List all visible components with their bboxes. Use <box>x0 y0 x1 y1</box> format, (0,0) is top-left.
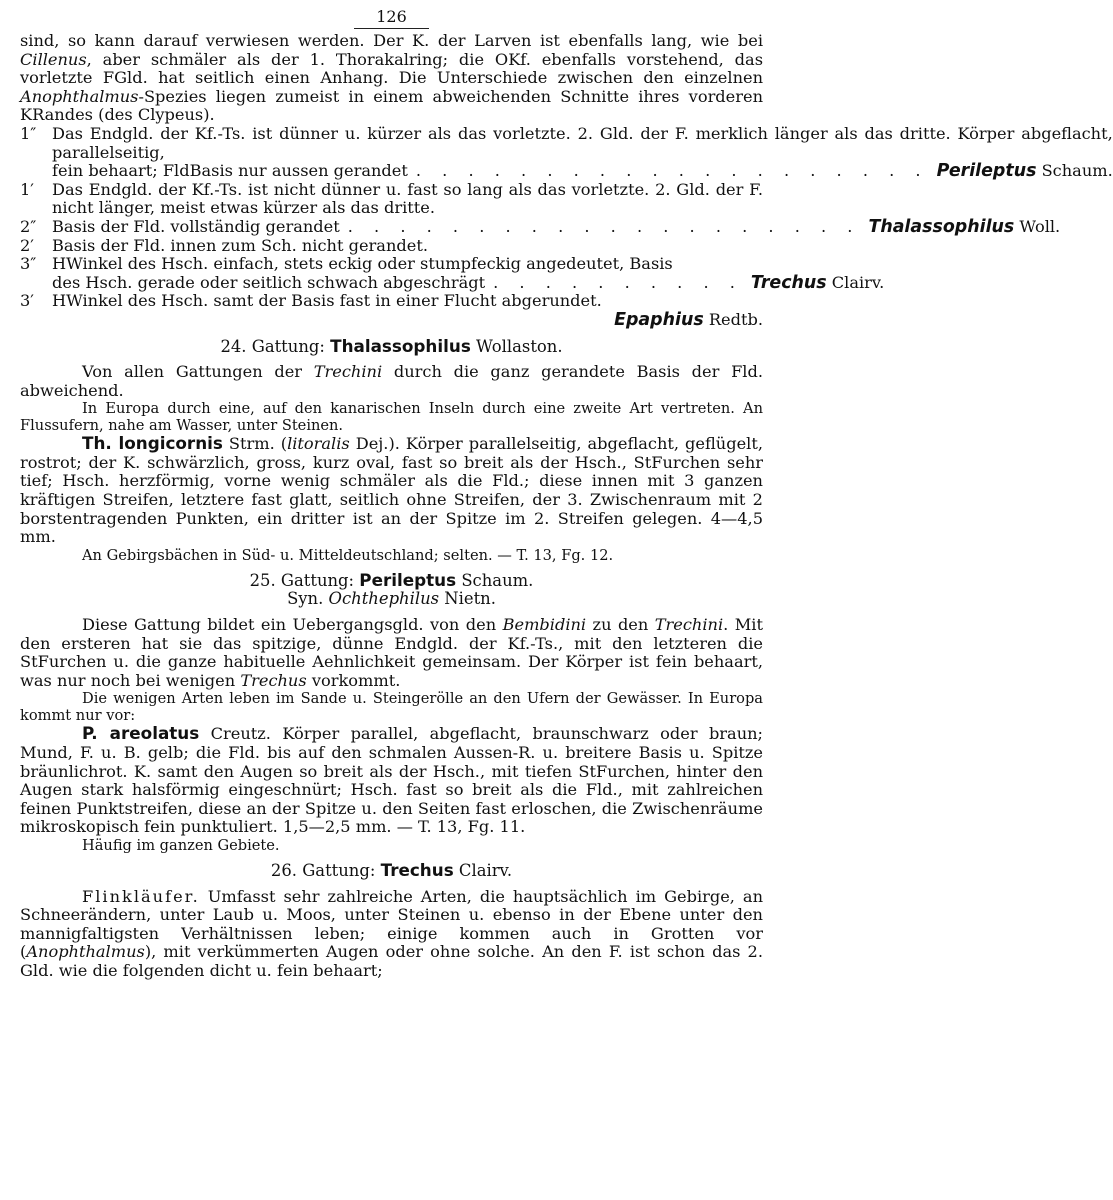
key-entry-3a <box>20 254 885 293</box>
text: Von allen Gattungen der <box>82 362 314 382</box>
key-author: Clairv. <box>831 272 885 292</box>
synonym-line-25 <box>20 590 763 609</box>
key-text: Basis der Fld. vollständig gerandet <box>52 216 340 236</box>
text: vorkommt. <box>306 670 401 690</box>
g24-species: Th. longicornis Strm. (litoralis Dej.). Körper parallelseitig, abgeflacht, geflügelt, rostrot; der K. schwärzlich, gross, kurz oval, fast so breit als der Hsch., StFurchen sehr tief; Hsch. herzförmig, vorne wenig schmäler als die Fld.; diese innen mit 3 ganzen kräftigen Streifen, letztere fast glatt, seitlich ohne Streifen, der 3. Zwischenraum mit 2 borstentragenden Punkten, ein dritter ist an der Spitze im 2. Streifen gelegen. 4—4,5 mm. <box>20 433 763 547</box>
text: ), mit verkümmerten Augen oder ohne solche. An den F. ist schon das 2. Gld. wie die folgenden dicht u. fein behaart; <box>20 942 763 980</box>
key-number: 2″ <box>20 216 37 236</box>
key-text: Das Endgld. der Kf.-Ts. ist nicht dünner u. fast so lang als das vorletzte. 2. Gld. der F. nicht länger, meist etwas kürzer als das dritte. <box>52 179 763 218</box>
heading-author: Wollaston. <box>476 336 563 356</box>
page-number: 126 <box>354 8 429 29</box>
genus-heading-26 <box>20 861 763 881</box>
key-number: 2′ <box>20 235 34 255</box>
syn-author: Nietn. <box>444 589 496 609</box>
genus-heading-24 <box>20 337 763 357</box>
intro-italic-anophthalmus: Anophthalmus <box>20 86 139 106</box>
text: durch die ganz gerandete Basis der Fld. abweichend. <box>20 362 763 400</box>
key-text-last: des Hsch. gerade oder seitlich schwach abgeschrägt <box>52 272 486 292</box>
species-name: Th. longicornis <box>82 433 223 454</box>
text: . Mit den ersteren hat sie das spitzige, dünne Endgld. der Kf.-Ts., mit den letzteren die StFurchen u. die ganze habituelle Aehnlichkeit gemeinsam. Der Körper ist fein behaart, was nur noch bei wenigen <box>20 615 763 690</box>
syn-genus: Ochthephilus <box>328 589 440 609</box>
intro-text-3: -Spezies liegen zumeist in einem abweichenden Schnitte ihres vorderen KRandes (des Clypeus). <box>20 86 763 125</box>
heading-author: Clairv. <box>458 860 513 880</box>
key-author: Redtb. <box>708 309 763 329</box>
spaced-text: Flinkläufer. <box>82 886 200 906</box>
key-entry-1b <box>20 181 763 218</box>
text: Umfasst sehr zahlreiche Arten, die hauptsächlich im Gebirge, an Schneerändern, unter Laub u. Moos, unter Steinen u. ebenso in der Ebene unter den mannigfaltigsten Verhältnissen leben; einige kommen auch in Grotten vor ( <box>20 886 763 962</box>
syn-prefix: Syn. <box>287 589 324 609</box>
g24-paragraph-1 <box>20 363 763 400</box>
intro-paragraph <box>20 32 763 125</box>
species-name: P. areolatus <box>82 723 200 744</box>
g24-habitat: An Gebirgsbächen in Süd- u. Mitteldeutschland; selten. — T. 13, Fg. 12. <box>82 546 614 564</box>
intro-text-2: , aber schmäler als der 1. Thorakalring; die OKf. ebenfalls vorstehend, das vorletzte FGld. hat seitlich einen Anhang. Die Unterschiede zwischen den einzelnen <box>20 49 763 88</box>
key-number: 3′ <box>20 291 34 311</box>
key-author: Woll. <box>1019 216 1061 236</box>
key-text: Das Endgld. der Kf.-Ts. ist dünner u. kürzer als das vorletzte. 2. Gld. der F. merklich länger als das dritte. Körper abgeflacht, parallelseitig, <box>52 123 1113 162</box>
g25-habitat: Häufig im ganzen Gebiete. <box>82 836 280 854</box>
key-number: 3″ <box>20 254 37 274</box>
g25-species <box>20 724 763 837</box>
key-entry-3b <box>20 292 763 329</box>
key-text: HWinkel des Hsch. einfach, stets eckig oder stumpfeckig angedeutet, Basis <box>52 254 673 274</box>
intro-italic-cillenus: Cillenus <box>20 49 87 69</box>
heading-author: Schaum. <box>461 570 534 590</box>
species-description: Körper parallel, abgeflacht, braunschwarz oder braun; Mund, F. u. B. gelb; die Fld. bis auf den schmalen Aussen-R. u. breitere Basis u. Spitze bräunlichrot. K. samt den Augen so breit als der Hsch., mit tiefen StFurchen, hinter den Augen stark halsförmig eingeschnürt; Hsch. fast so breit als die Fld., mit zahlreichen feinen Punktstreifen, diese an der Spitze u. den Seiten fast erloschen, die Zwischenräume mikroskopisch fein punktuliert. 1,5—2,5 mm. — T. 13, Fg. 11. <box>20 724 763 837</box>
genus-heading-25 <box>20 571 763 591</box>
species-author: Strm. <box>228 434 275 454</box>
species-description: Körper parallelseitig, abgeflacht, geflügelt, rostrot; der K. schwärzlich, gross, kurz oval, fast so breit als der Hsch., StFurchen sehr tief; Hsch. herzförmig, vorne wenig schmäler als die Fld.; diese innen mit 3 ganzen kräftigen Streifen, letztere fast glatt, seitlich ohne Streifen, der 3. Zwischenraum mit 2 borstentragenden Punkten, ein dritter ist an der Spitze im 2. Streifen gelegen. 4—4,5 mm. <box>20 434 763 547</box>
key-number: 1′ <box>20 179 34 199</box>
text: Diese Gattung bildet ein Uebergangsgld. von den <box>82 615 503 635</box>
key-number: 1″ <box>20 123 37 143</box>
heading-prefix: 24. Gattung: <box>220 336 325 356</box>
key-entry-1a <box>20 123 1113 182</box>
g25-paragraph-2: Die wenigen Arten leben im Sande u. Steingerölle an den Ufern der Gewässer. In Europa kommt nur vor: <box>20 690 763 725</box>
heading-genus: Trechus <box>380 859 454 880</box>
italic-text: Trechini <box>313 362 383 382</box>
italic-text: Trechini <box>654 615 724 635</box>
leader-dots: . . . . . . . . . . <box>493 272 743 292</box>
italic-text: Trechus <box>240 670 307 690</box>
key-genus: Trechus <box>750 272 827 293</box>
heading-prefix: 25. Gattung: <box>249 570 355 590</box>
key-genus: Perileptus <box>936 161 1037 182</box>
species-author: Creutz. <box>210 724 271 744</box>
heading-prefix: 26. Gattung: <box>270 860 376 880</box>
key-entry-2a <box>20 216 1061 237</box>
species-synonym: litoralis <box>287 434 350 454</box>
italic-text: Anophthalmus <box>26 942 145 962</box>
leader-dots: . . . . . . . . . . . . . . . . . . . . <box>415 161 929 181</box>
text: zu den <box>586 615 655 635</box>
key-genus: Epaphius <box>614 309 704 330</box>
intro-text-1: sind, so kann darauf verwiesen werden. Der K. der Larven ist ebenfalls lang, wie bei <box>20 31 763 50</box>
key-entry-2b <box>20 237 763 256</box>
key-text-last: fein behaart; FldBasis nur aussen gerandet <box>52 161 408 181</box>
heading-genus: Thalassophilus <box>330 335 471 356</box>
key-text: Basis der Fld. innen zum Sch. nicht gerandet. <box>52 235 428 255</box>
key-genus: Thalassophilus <box>868 216 1015 237</box>
g26-paragraph-1 <box>20 888 763 981</box>
heading-genus: Perileptus <box>359 569 457 590</box>
synonym-author: Dej.). <box>355 434 400 454</box>
key-author: Schaum. <box>1041 161 1113 181</box>
key-text: HWinkel des Hsch. samt der Basis fast in einer Flucht abgerundet. <box>52 291 602 311</box>
leader-dots: . . . . . . . . . . . . . . . . . . . . <box>347 216 861 236</box>
italic-text: Bembidini <box>502 615 587 635</box>
page-header <box>20 8 763 32</box>
g25-paragraph-1 <box>20 616 763 690</box>
g24-paragraph-2: In Europa durch eine, auf den kanarischen Inseln durch eine zweite Art vertreten. An Flussufern, nahe am Wasser, unter Steinen. <box>20 400 763 435</box>
